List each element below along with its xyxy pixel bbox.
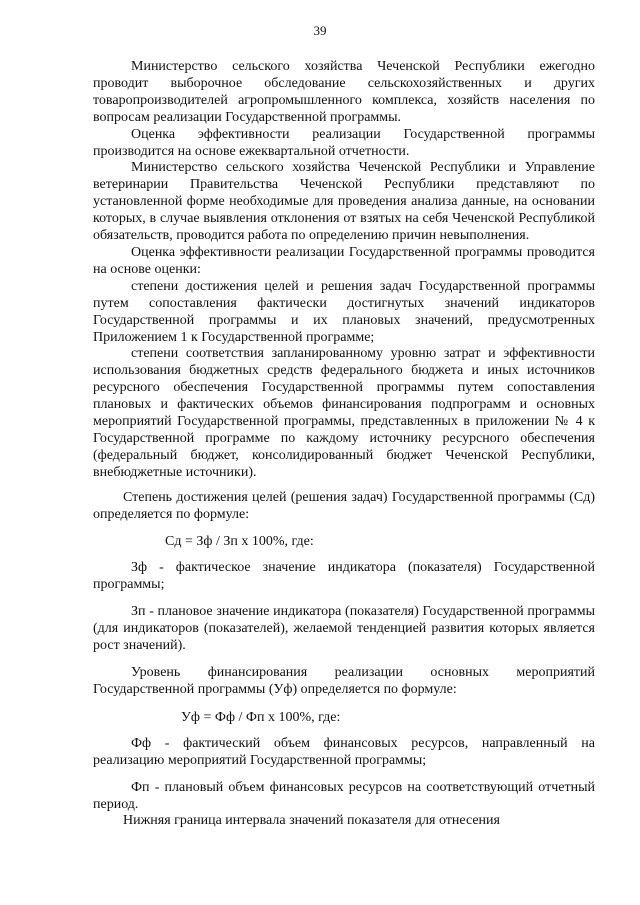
paragraph-lower-bound: Нижняя граница интервала значений показателя для отнесения: [123, 813, 500, 829]
paragraph-goal-achievement: степени достижения целей и решения задач Государственной программы путем сопоставления фактически достигнутых значений индикаторов Государственной программы и их плановых значений, предусмотренных Приложением 1 к Государственной программе;: [93, 278, 595, 345]
paragraph-sd-definition: Степень достижения целей (решения задач) Государственной программы (Сд) определяется по формуле:: [93, 489, 595, 522]
paragraph-cost-compliance: степени соответствия запланированному уровню затрат и эффективности использования бюджетных средств федерального бюджета и иных источников ресурсного обеспечения Государственной программы путем сопоставления плановых и фактических объемов финансирования подпрограмм и основных мероприятий Государственной программы, представленных в приложении № 4 к Государственной программе по каждому источнику ресурсного обеспечения (федеральный бюджет, консолидированный бюджет Чеченской Республики, внебюджетные источники).: [93, 346, 595, 480]
paragraph-evaluation-basis: Оценка эффективности реализации Государственной программы производится на основе ежеквартальной отчетности.: [93, 126, 595, 159]
document-body: [93, 59, 595, 830]
paragraph-zf-definition: Зф - фактическое значение индикатора (показателя) Государственной программы;: [93, 560, 595, 593]
formula-uf: Уф = Фф / Фп х 100%, где:: [181, 709, 341, 725]
paragraph-fp-definition: Фп - плановый объем финансовых ресурсов на соответствующий отчетный период.: [93, 779, 595, 812]
paragraph-uf-definition: Уровень финансирования реализации основных мероприятий Государственной программы (Уф) определяется по формуле:: [93, 665, 595, 697]
paragraph-reporting-agencies: Министерство сельского хозяйства Чеченской Республики и Управление ветеринарии Правительства Чеченской Республики представляют по установленной форме необходимые для проведения анализа данные, на основании которых, в случае выявления отклонения от взятых на себя Чеченской Республикой обязательств, проводится работа по определению причин невыполнения.: [93, 160, 595, 244]
formula-sd: Сд = Зф / Зп х 100%, где:: [165, 534, 314, 550]
page-number: 39: [313, 23, 327, 38]
paragraph-evaluation-criteria: Оценка эффективности реализации Государственной программы проводится на основе оценки:: [93, 244, 595, 277]
paragraph-ff-definition: Фф - фактический объем финансовых ресурсов, направленный на реализацию мероприятий Государственной программы;: [93, 735, 595, 768]
paragraph-zp-definition: Зп - плановое значение индикатора (показателя) Государственной программы (для индикаторов (показателей), желаемой тенденцией развития которых является рост значений).: [93, 604, 595, 654]
paragraph-survey: Министерство сельского хозяйства Чеченской Республики ежегодно проводит выборочное обследование сельскохозяйственных и других товаропроизводителей агропромышленного комплекса, хозяйств населения по вопросам реализации Государственной программы.: [93, 59, 595, 125]
